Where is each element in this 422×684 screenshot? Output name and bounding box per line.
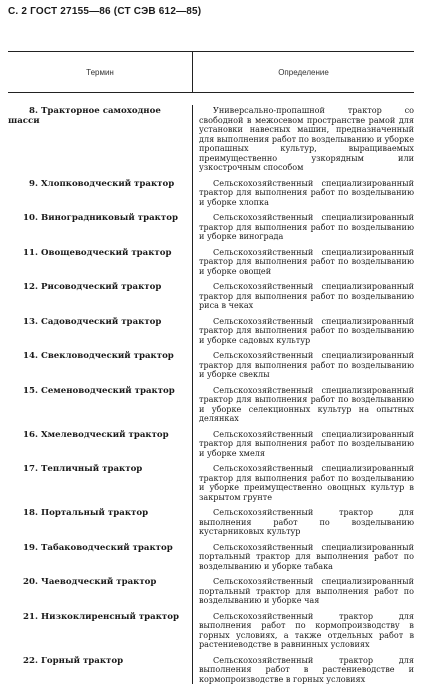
term-text: Садоводческий трактор <box>41 317 161 327</box>
term-text: Табаководческий трактор <box>41 543 173 553</box>
term-number: 15. <box>8 386 41 396</box>
definition-cell: Сельскохозяйственный специализированный трактор для выполнения работ по возделыванию и уборке свеклы <box>192 350 414 380</box>
term-cell <box>8 105 192 173</box>
terms-table <box>8 51 414 684</box>
term-text: Семеноводческий трактор <box>41 386 175 396</box>
term-number: 9. <box>8 179 41 189</box>
table-header <box>8 52 414 93</box>
column-header-term: Термин <box>8 52 193 92</box>
term-number: 16. <box>8 430 41 440</box>
term-number: 21. <box>8 612 41 622</box>
term-cell <box>8 316 192 346</box>
term-cell <box>8 576 192 606</box>
term-number: 10. <box>8 213 41 223</box>
table-body <box>8 105 414 684</box>
term-number: 22. <box>8 656 41 666</box>
table-row <box>8 350 414 380</box>
definition-cell: Сельскохозяйственный специализированный трактор для выполнения работ по возделыванию и уборке винограда <box>192 212 414 242</box>
term-text: Портальный трактор <box>41 508 148 518</box>
table-row <box>8 463 414 502</box>
term-cell <box>8 463 192 502</box>
term-number: 20. <box>8 577 41 587</box>
table-row <box>8 542 414 572</box>
term-cell <box>8 429 192 459</box>
definition-cell: Сельскохозяйственный трактор для выполнения работ по возделыванию кустарниковых культур <box>192 507 414 537</box>
term-text: Свекловодческий трактор <box>41 351 174 361</box>
definition-cell: Сельскохозяйственный специализированный трактор для выполнения работ по возделыванию и уборке хлопка <box>192 178 414 208</box>
definition-cell: Сельскохозяйственный трактор для выполнения работ в растениеводстве и кормопроизводстве в горных условиях <box>192 655 414 684</box>
term-text: Овощеводческий трактор <box>41 248 172 258</box>
definition-cell: Сельскохозяйственный специализированный трактор для выполнения работ по возделыванию риса в чеках <box>192 281 414 311</box>
table-row <box>8 385 414 424</box>
definition-cell: Сельскохозяйственный специализированный трактор для выполнения работ по возделыванию и уборке хмеля <box>192 429 414 459</box>
definition-cell: Сельскохозяйственный специализированный портальный трактор для выполнения работ по возделыванию и уборке чая <box>192 576 414 606</box>
definition-cell: Универсально-пропашной трактор со свободной в межосевом пространстве рамой для установки навесных машин, предназначенный для выполнения работ по возделыванию и уборке пропашных культур, выращиваемых преимущественно узкорядным или узкострочным способом <box>192 105 414 173</box>
table-row <box>8 247 414 277</box>
term-cell <box>8 655 192 684</box>
term-text: Низкоклиренсный трактор <box>41 612 179 622</box>
term-text: Тепличный трактор <box>41 464 142 474</box>
term-cell <box>8 611 192 650</box>
term-number: 8. <box>8 106 41 116</box>
column-header-definition: Определение <box>193 52 414 92</box>
term-cell <box>8 247 192 277</box>
table-row <box>8 655 414 684</box>
term-text: Горный трактор <box>41 656 123 666</box>
definition-cell: Сельскохозяйственный специализированный трактор для выполнения работ по возделыванию и уборке овощей <box>192 247 414 277</box>
table-row <box>8 281 414 311</box>
table-row <box>8 611 414 650</box>
table-row <box>8 429 414 459</box>
term-text: Тракторное самоходное шасси <box>8 106 161 126</box>
term-cell <box>8 350 192 380</box>
table-row <box>8 576 414 606</box>
term-cell <box>8 281 192 311</box>
term-cell <box>8 385 192 424</box>
term-text: Хлопководческий трактор <box>41 179 174 189</box>
table-row <box>8 178 414 208</box>
table-row <box>8 105 414 173</box>
term-cell <box>8 178 192 208</box>
term-cell <box>8 507 192 537</box>
term-number: 19. <box>8 543 41 553</box>
definition-cell: Сельскохозяйственный специализированный трактор для выполнения работ по возделыванию и уборке селекционных культур на опытных делянках <box>192 385 414 424</box>
term-text: Чаеводческий трактор <box>41 577 156 587</box>
term-number: 12. <box>8 282 41 292</box>
table-row <box>8 507 414 537</box>
term-cell <box>8 542 192 572</box>
definition-cell: Сельскохозяйственный трактор для выполнения работ по кормопроизводству в горных условиях, а также отдельных работ в растениеводстве в равнинных условиях <box>192 611 414 650</box>
page-header: С. 2 ГОСТ 27155—86 (СТ СЭВ 612—85) <box>8 6 201 17</box>
term-cell <box>8 212 192 242</box>
term-text: Виноградниковый трактор <box>41 213 178 223</box>
term-number: 18. <box>8 508 41 518</box>
term-text: Рисоводческий трактор <box>41 282 161 292</box>
term-number: 11. <box>8 248 41 258</box>
term-number: 14. <box>8 351 41 361</box>
term-number: 13. <box>8 317 41 327</box>
table-row <box>8 212 414 242</box>
definition-cell: Сельскохозяйственный специализированный трактор для выполнения работ по возделыванию и уборке садовых культур <box>192 316 414 346</box>
definition-cell: Сельскохозяйственный специализированный портальный трактор для выполнения работ по возделыванию и уборке табака <box>192 542 414 572</box>
term-text: Хмелеводческий трактор <box>41 430 169 440</box>
table-row <box>8 316 414 346</box>
definition-cell: Сельскохозяйственный специализированный трактор для выполнения работ по возделыванию и уборке преимущественно овощных культур в закрытом грунте <box>192 463 414 502</box>
term-number: 17. <box>8 464 41 474</box>
